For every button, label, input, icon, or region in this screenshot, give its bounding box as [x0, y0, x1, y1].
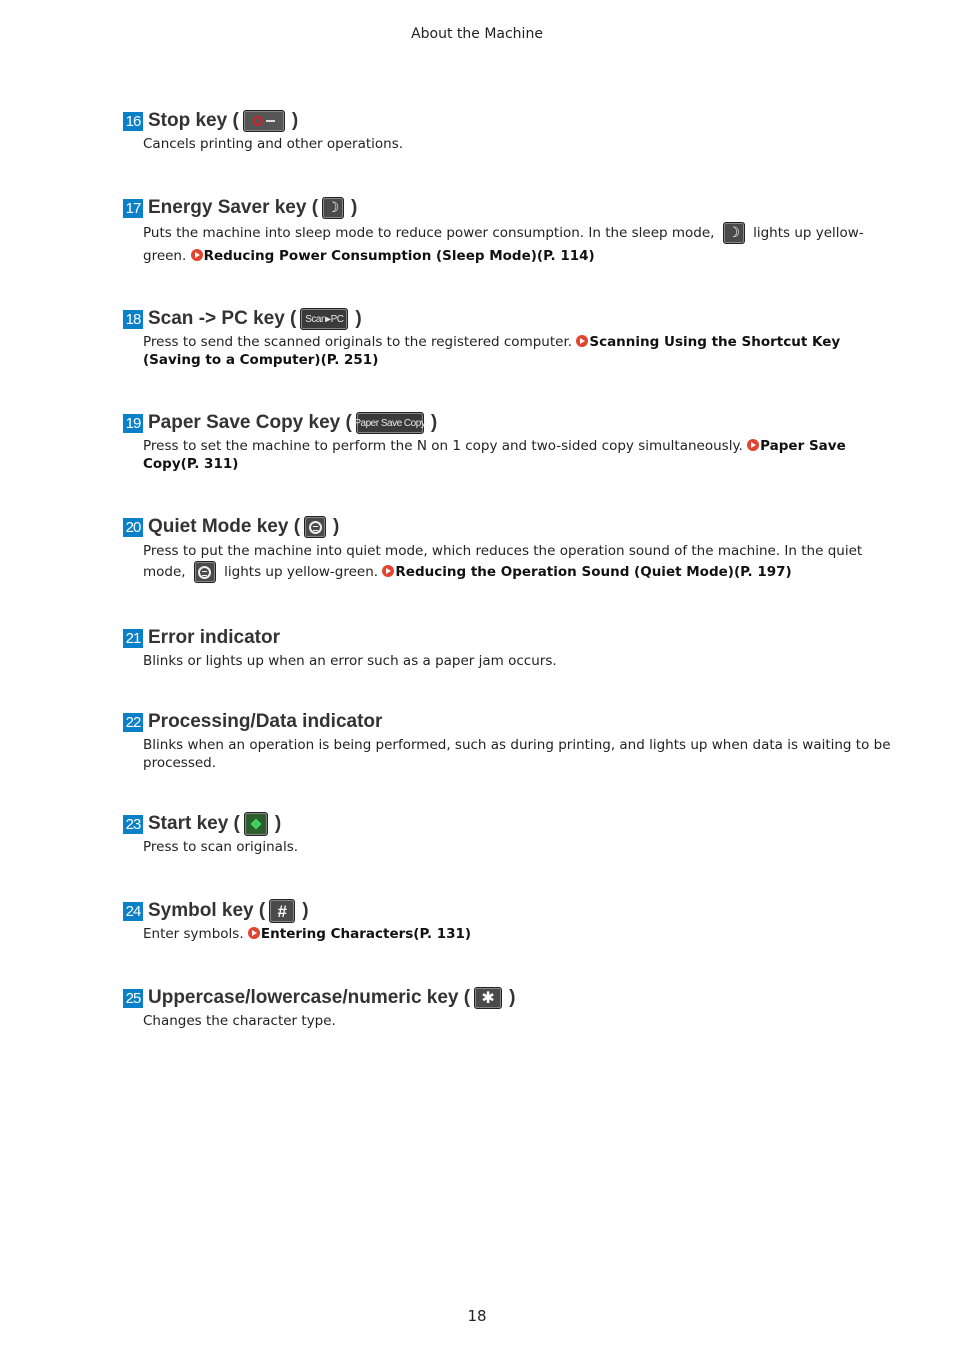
section-description: Press to scan originals.	[143, 839, 299, 855]
page-number: 18	[467, 1307, 487, 1325]
close-paren: )	[355, 308, 362, 329]
close-paren: )	[274, 813, 282, 834]
description-text: lights up yellow-green.	[143, 225, 864, 264]
section-description	[143, 333, 893, 369]
close-paren: )	[509, 987, 516, 1008]
section-processing-data-indicator	[123, 709, 893, 772]
section-start-key	[123, 811, 893, 856]
description-text: Puts the machine into sleep mode to reduce power consumption. In the sleep mode,	[143, 225, 715, 241]
close-paren: )	[430, 412, 438, 433]
link-arrow-icon	[382, 565, 394, 577]
quiet-mode-key-icon	[304, 516, 326, 538]
running-header: About the Machine	[411, 26, 543, 42]
energy-saver-key-icon: ☽	[322, 197, 344, 219]
close-paren: )	[302, 900, 309, 921]
link-arrow-icon	[576, 335, 588, 347]
section-symbol-key	[123, 898, 893, 943]
section-stop-key	[123, 108, 893, 153]
link-arrow-icon	[191, 249, 203, 261]
section-description	[143, 541, 893, 583]
section-paper-save-copy-key	[123, 410, 893, 473]
description-text: Press to set the machine to perform the N on 1 copy and two-sided copy simultaneously.	[143, 438, 743, 454]
case-key-icon: ✱	[474, 987, 502, 1009]
item-number: 19	[123, 414, 143, 433]
section-description	[143, 437, 893, 473]
energy-saver-key-icon: ☽	[723, 222, 745, 244]
section-description	[143, 222, 893, 268]
description-text: Press to put the machine into quiet mode, which reduces the operation sound of the machine. In the quiet mode,	[143, 543, 863, 580]
section-case-key	[123, 985, 893, 1030]
section-description: Cancels printing and other operations.	[143, 136, 404, 152]
scan-pc-key-icon: Scan▸PC	[300, 308, 348, 330]
description-text: lights up yellow-green.	[224, 564, 379, 580]
section-description	[143, 925, 893, 943]
section-title: Energy Saver key (	[148, 197, 319, 218]
link-arrow-icon	[747, 439, 759, 451]
section-title: Uppercase/lowercase/numeric key (	[148, 987, 471, 1008]
section-title: Symbol key (	[148, 900, 266, 921]
section-description: Changes the character type.	[143, 1013, 336, 1029]
item-number: 18	[123, 310, 143, 329]
item-number: 16	[123, 112, 143, 131]
item-number: 20	[123, 518, 143, 537]
stop-key-icon	[243, 110, 285, 132]
reference-link[interactable]: Reducing the Operation Sound (Quiet Mode)(P. 197)	[382, 564, 791, 580]
item-number: 23	[123, 815, 143, 834]
section-title: Start key (	[148, 813, 240, 834]
item-number: 17	[123, 199, 143, 218]
reference-link[interactable]: Paper Save Copy(P. 311)	[143, 438, 846, 472]
start-key-icon	[244, 812, 268, 836]
symbol-key-icon: #	[269, 899, 295, 923]
section-title: Scan -> PC key (	[148, 308, 297, 329]
section-title: Quiet Mode key (	[148, 516, 301, 537]
section-energy-saver-key	[123, 195, 893, 268]
item-number: 25	[123, 989, 143, 1008]
link-arrow-icon	[248, 927, 260, 939]
reference-link[interactable]: Entering Characters(P. 131)	[248, 926, 471, 942]
section-error-indicator	[123, 625, 893, 670]
section-description: Blinks or lights up when an error such as a paper jam occurs.	[143, 653, 557, 669]
description-text: Press to send the scanned originals to the registered computer.	[143, 334, 573, 350]
section-title: Processing/Data indicator	[148, 711, 383, 732]
section-quiet-mode-key	[123, 514, 893, 583]
paper-save-copy-key-icon: Paper Save Copy	[356, 412, 424, 434]
reference-link[interactable]: Scanning Using the Shortcut Key (Saving to a Computer)(P. 251)	[143, 334, 841, 368]
close-paren: )	[333, 516, 340, 537]
close-paren: )	[351, 197, 358, 218]
section-title: Error indicator	[148, 627, 280, 648]
reference-link[interactable]: Reducing Power Consumption (Sleep Mode)(P. 114)	[191, 248, 595, 264]
section-scan-pc-key	[123, 306, 893, 369]
description-text: Enter symbols.	[143, 926, 244, 942]
close-paren: )	[291, 110, 299, 131]
section-description: Blinks when an operation is being performed, such as during printing, and lights up when data is waiting to be processed.	[143, 737, 891, 771]
section-title: Stop key (	[148, 110, 239, 131]
item-number: 24	[123, 902, 143, 921]
quiet-mode-key-icon	[194, 561, 216, 583]
section-title: Paper Save Copy key (	[148, 412, 352, 433]
item-number: 22	[123, 713, 143, 732]
item-number: 21	[123, 629, 143, 648]
